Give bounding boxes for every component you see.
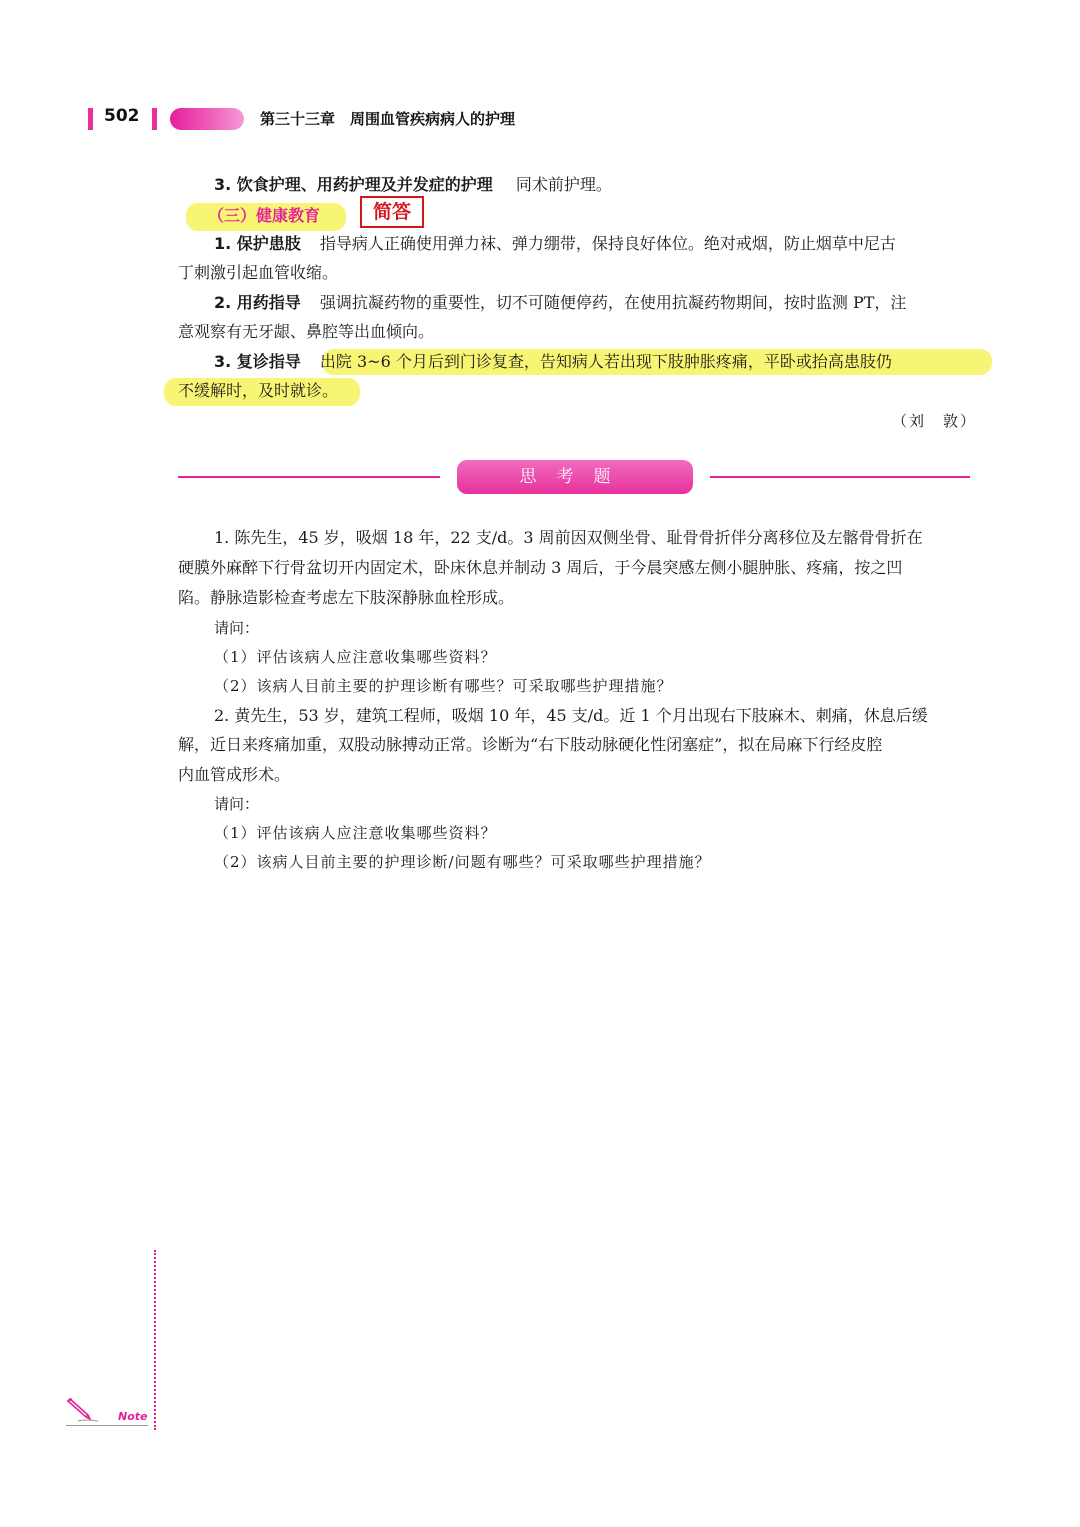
header-bar-right [152,108,157,130]
pen-icon [64,1397,100,1423]
item3-line [214,174,612,196]
q1-ask: 请问： [214,619,260,637]
q2-line2: 解，近日来疼痛加重，双股动脉搏动正常。诊断为“右下肢动脉硬化性闭塞症”，拟在局麻下行经皮腔 [178,735,883,754]
q2-ask: 请问： [214,795,260,813]
q2-sub-a: （1）评估该病人应注意收集哪些资料？ [214,824,497,842]
p1-line1 [214,233,896,255]
header-bar-left [88,108,93,130]
q1-line2: 硬膜外麻醉下行骨盆切开内固定术，卧床休息并制动 3 周后，于今晨突感左侧小腿肿胀、疼痛，按之凹 [178,558,903,577]
item3-text: 同术前护理。 [515,175,612,194]
p2-heading: 2. 用药指导 [214,293,301,312]
questions-title: 思考题 [457,460,693,494]
q1-sub-b: （2）该病人目前主要的护理诊断有哪些？可采取哪些护理措施？ [214,677,673,695]
section-title-health-education: （三）健康教育 [208,206,321,225]
p2-line2: 意观察有无牙龈、鼻腔等出血倾向。 [178,322,435,341]
header-pill [170,108,244,130]
q2-line1: 2. 黄先生，53 岁，建筑工程师，吸烟 10 年，45 支/d。近 1 个月出现右下肢麻木、刺痛，休息后缓 [214,706,928,725]
p3-line2: 不缓解时，及时就诊。 [178,381,339,400]
chapter-title: 第三十三章 周围血管疾病病人的护理 [260,110,516,128]
p2-line1 [214,292,906,314]
short-answer-stamp: 简答 [360,196,424,228]
note-label: Note [118,1410,148,1423]
q1-line1: 1. 陈先生，45 岁，吸烟 18 年，22 支/d。3 周前因双侧坐骨、耻骨骨折伴分离移位及左髂骨骨折在 [214,528,923,547]
section-divider-left [178,476,440,478]
author: （刘 敦） [892,412,978,430]
p2-text: 强调抗凝药物的重要性，切不可随便停药，在使用抗凝药物期间，按时监测 PT，注 [319,293,907,312]
section-divider-right [710,476,970,478]
p1-heading: 1. 保护患肢 [214,234,301,253]
item3-heading: 3. 饮食护理、用药护理及并发症的护理 [214,175,493,194]
p1-text: 指导病人正确使用弹力袜、弹力绷带，保持良好体位。绝对戒烟，防止烟草中尼古 [319,234,896,253]
page-number: 502 [104,106,140,126]
note-underline [66,1425,148,1426]
p3-heading: 3. 复诊指导 [214,352,301,371]
q1-line3: 陷。静脉造影检查考虑左下肢深静脉血栓形成。 [178,588,515,607]
p3-text: 出院 3~6 个月后到门诊复查，告知病人若出现下肢肿胀疼痛，平卧或抬高患肢仍 [319,352,892,371]
margin-dotted-line [154,1250,156,1430]
p3-line1 [214,351,892,373]
q2-line3: 内血管成形术。 [178,765,291,784]
q2-sub-b: （2）该病人目前主要的护理诊断/问题有哪些？可采取哪些护理措施？ [214,853,711,871]
p1-line2: 丁刺激引起血管收缩。 [178,263,339,282]
q1-sub-a: （1）评估该病人应注意收集哪些资料？ [214,648,497,666]
